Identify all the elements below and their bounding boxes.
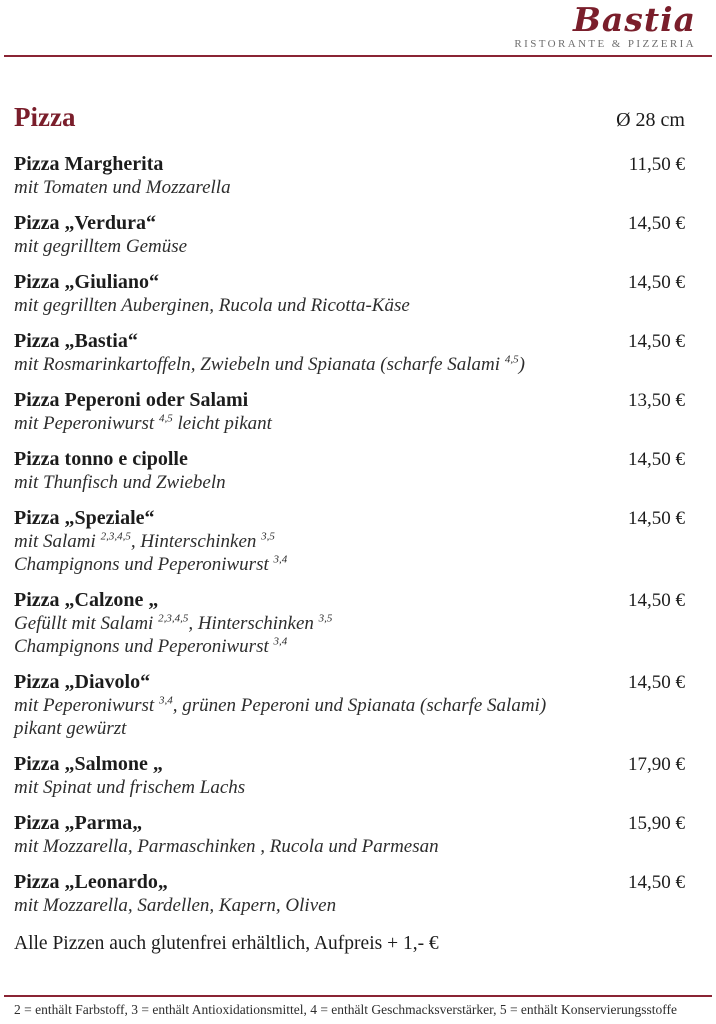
- menu-item: [14, 212, 685, 258]
- item-description: mit Salami $^{2,3,4,5}$, Hinterschinken $^{3,5}$ Champignons und Peperoniwurst $^{3,4}$: [14, 530, 288, 575]
- section-title: Pizza: [14, 102, 76, 132]
- item-price: 13,50 €: [628, 390, 685, 411]
- item-description: mit Mozzarella, Parmaschinken , Rucola und Parmesan: [14, 836, 439, 857]
- item-name: Pizza „Salmone „: [14, 753, 163, 775]
- item-name: Pizza tonno e cipolle: [14, 448, 188, 470]
- item-name: Pizza „Calzone „: [14, 589, 159, 611]
- item-name: Pizza „Parma„: [14, 812, 143, 834]
- item-price: 14,50 €: [628, 272, 685, 293]
- section-heading-row: [14, 103, 685, 132]
- item-price: 14,50 €: [628, 590, 685, 611]
- item-description: mit Peperoniwurst $^{4,5}$ leicht pikant: [14, 412, 272, 434]
- item-description: mit Rosmarinkartoffeln, Zwiebeln und Spianata (scharfe Salami $^{4,5}$): [14, 353, 525, 375]
- restaurant-header: [0, 0, 716, 51]
- menu-item: [14, 671, 685, 740]
- item-price: 14,50 €: [628, 331, 685, 352]
- item-price: 11,50 €: [628, 154, 685, 175]
- item-description: mit Tomaten und Mozzarella: [14, 177, 231, 198]
- menu-item: [14, 153, 685, 199]
- item-name: Pizza „Speziale“: [14, 507, 155, 529]
- item-price: 14,50 €: [628, 449, 685, 470]
- item-description: mit Mozzarella, Sardellen, Kapern, Oliven: [14, 895, 337, 916]
- restaurant-logo: Bastia: [572, 0, 696, 39]
- menu-item: [14, 448, 685, 494]
- item-price: 14,50 €: [628, 872, 685, 893]
- restaurant-subtitle: RISTORANTE & PIZZERIA: [514, 38, 696, 50]
- additives-legend: 2 = enthält Farbstoff, 3 = enthält Antioxidationsmittel, 4 = enthält Geschmacksverstärker, 5 = enthält Konservierungsstoffe: [14, 1002, 678, 1017]
- header-divider: [4, 55, 712, 57]
- item-price: 14,50 €: [628, 672, 685, 693]
- item-name: Pizza „Bastia“: [14, 330, 138, 352]
- item-price: 15,90 €: [628, 813, 685, 834]
- page-footer: [0, 991, 716, 1024]
- item-name: Pizza „Verdura“: [14, 212, 157, 234]
- item-description: mit Thunfisch und Zwiebeln: [14, 472, 226, 493]
- item-description: mit Peperoniwurst $^{3,4}$, grünen Peperoni und Spianata (scharfe Salami) pikant gewürzt: [14, 694, 547, 739]
- item-name: Pizza Peperoni oder Salami: [14, 389, 249, 411]
- item-name: Pizza „Diavolo“: [14, 671, 151, 693]
- menu-item: [14, 589, 685, 658]
- item-description: Gefüllt mit Salami $^{2,3,4,5}$, Hinterschinken $^{3,5}$ Champignons und Peperoniwurst $^{3,4}$: [14, 612, 333, 657]
- item-description: mit gegrilltem Gemüse: [14, 236, 188, 257]
- glutenfree-note: Alle Pizzen auch glutenfrei erhältlich, Aufpreis + 1,- €: [14, 933, 439, 954]
- menu-item: [14, 389, 685, 435]
- menu-item: [14, 812, 685, 858]
- item-name: Pizza „Giuliano“: [14, 271, 159, 293]
- item-description: mit gegrillten Auberginen, Rucola und Ricotta-Käse: [14, 295, 410, 316]
- pizza-diameter-label: Ø 28 cm: [616, 109, 685, 131]
- menu-item: [14, 330, 685, 376]
- menu-item: [14, 507, 685, 576]
- item-price: 14,50 €: [628, 508, 685, 529]
- item-price: 17,90 €: [628, 754, 685, 775]
- item-name: Pizza „Leonardo„: [14, 871, 168, 893]
- menu-list: [0, 153, 716, 930]
- item-name: Pizza Margherita: [14, 153, 164, 175]
- item-price: 14,50 €: [628, 213, 685, 234]
- item-description: mit Spinat und frischem Lachs: [14, 777, 246, 798]
- menu-item: [14, 753, 685, 799]
- menu-item: [14, 271, 685, 317]
- menu-item: [14, 871, 685, 917]
